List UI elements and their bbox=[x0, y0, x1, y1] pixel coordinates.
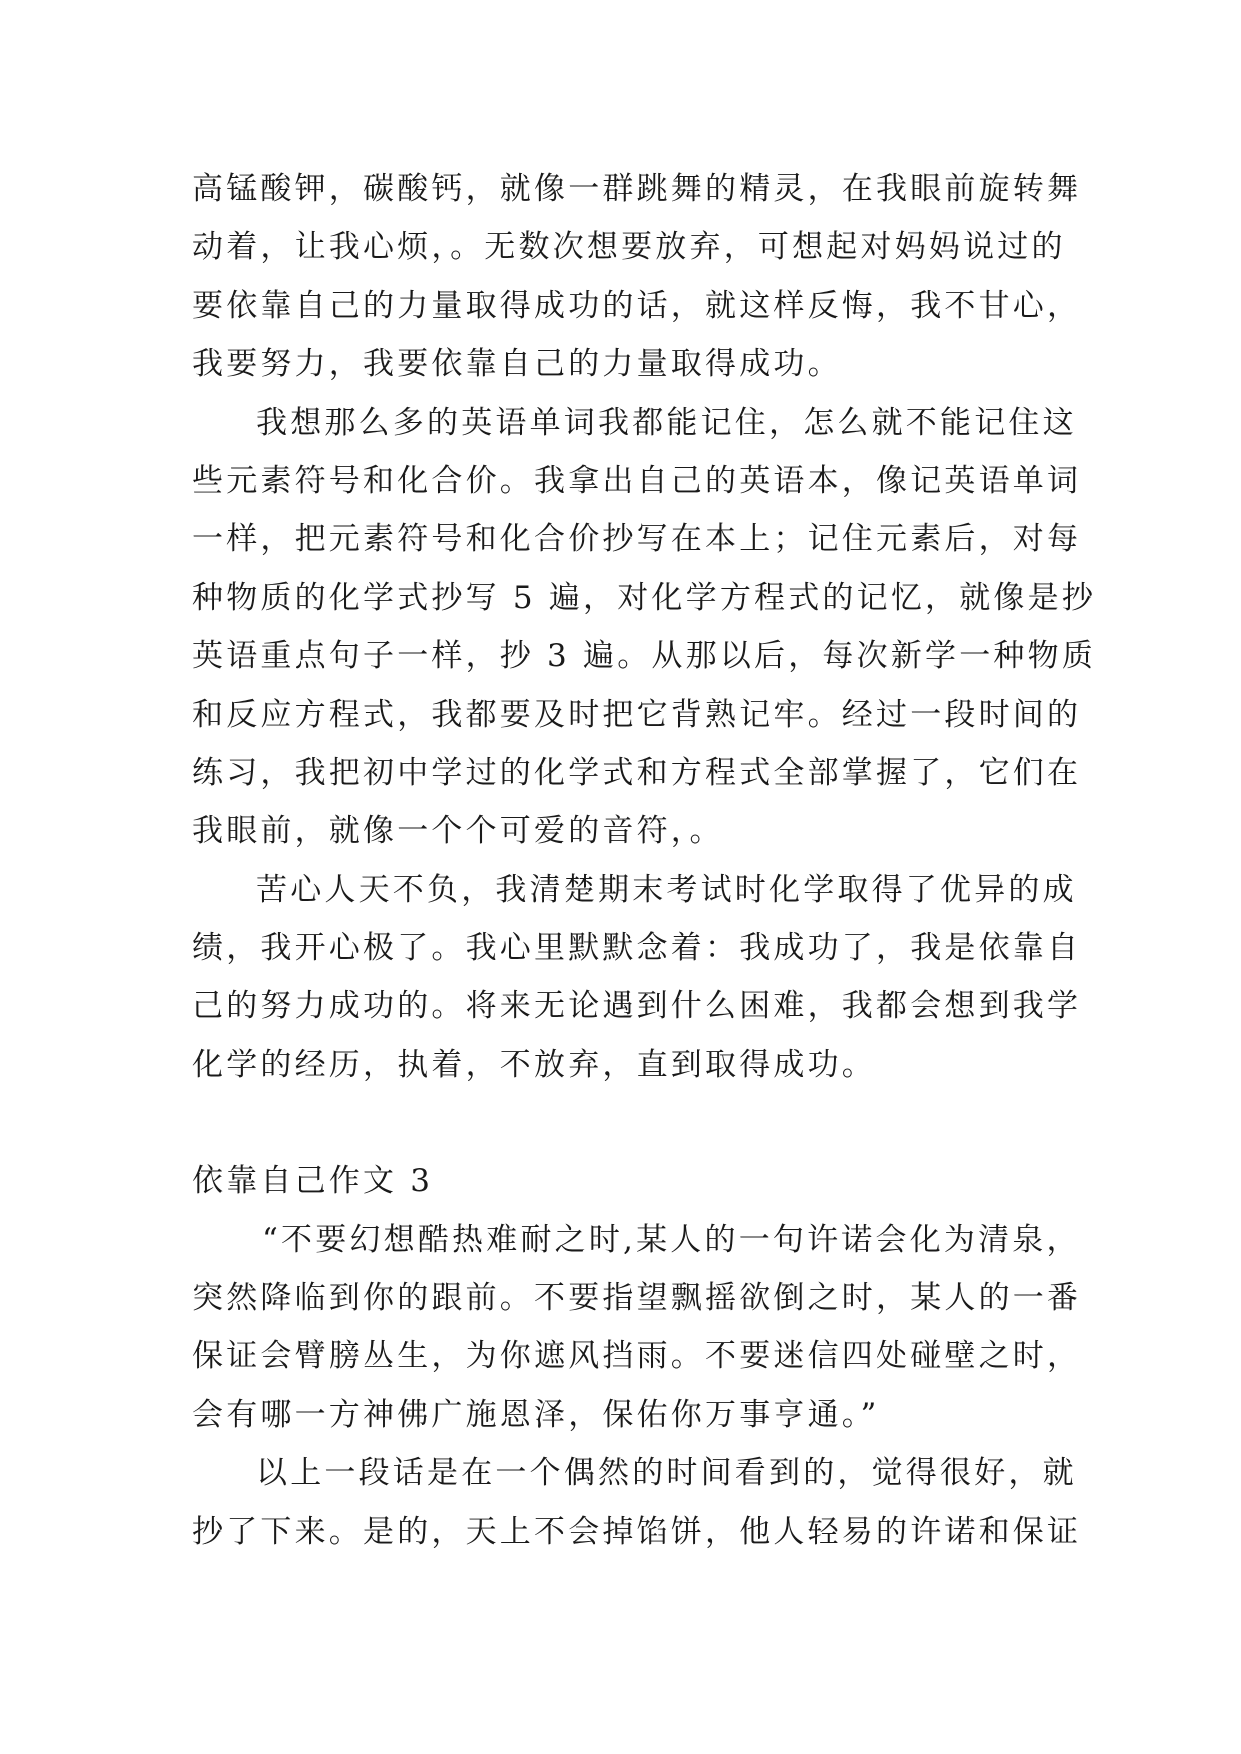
text-line: 会有哪一方神佛广施恩泽，保佑你万事亨通。” bbox=[192, 1396, 880, 1433]
text-line: 抄了下来。是的，天上不会掉馅饼，他人轻易的许诺和保证 bbox=[192, 1513, 1082, 1550]
text-line: 英语重点句子一样，抄 3 遍。从那以后，每次新学一种物质 bbox=[192, 638, 1097, 675]
text-line: 绩，我开心极了。我心里默默念着：我成功了，我是依靠自 bbox=[192, 930, 1082, 967]
section-title: 依靠自己作文 3 bbox=[192, 1163, 434, 1200]
paragraph bbox=[192, 861, 1082, 1095]
text-line: “不要幻想酷热难耐之时,某人的一句许诺会化为清泉， bbox=[262, 1221, 1081, 1258]
paragraph bbox=[192, 1444, 1082, 1561]
text-line: 我要努力，我要依靠自己的力量取得成功。 bbox=[192, 346, 842, 383]
text-line: 高锰酸钾，碳酸钙，就像一群跳舞的精灵，在我眼前旋转舞 bbox=[192, 171, 1082, 207]
text-line: 些元素符号和化合价。我拿出自己的英语本，像记英语单词 bbox=[192, 462, 1082, 499]
text-line: 我眼前，就像一个个可爱的音符，。 bbox=[192, 813, 724, 850]
text-line: 保证会臂膀丛生，为你遮风挡雨。不要迷信四处碰壁之时， bbox=[192, 1338, 1082, 1375]
paragraph bbox=[192, 1211, 1082, 1445]
text-line: 化学的经历，执着，不放弃，直到取得成功。 bbox=[192, 1046, 876, 1083]
text-line: 种物质的化学式抄写 5 遍，对化学方程式的记忆，就像是抄 bbox=[192, 579, 1097, 616]
text-line: 一样，把元素符号和化合价抄写在本上；记住元素后，对每 bbox=[192, 521, 1082, 558]
paragraph bbox=[192, 394, 1097, 861]
text-line: 己的努力成功的。将来无论遇到什么困难，我都会想到我学 bbox=[192, 988, 1082, 1025]
text-line: 和反应方程式，我都要及时把它背熟记牢。经过一段时间的 bbox=[192, 696, 1082, 733]
text-line: 要依靠自己的力量取得成功的话，就这样反悔，我不甘心， bbox=[192, 287, 1082, 324]
paragraph bbox=[192, 160, 1082, 394]
text-line: 以上一段话是在一个偶然的时间看到的，觉得很好，就 bbox=[256, 1455, 1077, 1492]
text-line: 动着，让我心烦，。无数次想要放弃，可想起对妈妈说过的 bbox=[192, 229, 1066, 266]
text-line: 苦心人天不负，我清楚期末考试时化学取得了优异的成 bbox=[256, 871, 1077, 908]
text-line: 我想那么多的英语单词我都能记住，怎么就不能记住这 bbox=[256, 404, 1077, 441]
text-line: 练习，我把初中学过的化学式和方程式全部掌握了，它们在 bbox=[192, 754, 1082, 791]
text-line: 突然降临到你的跟前。不要指望飘摇欲倒之时，某人的一番 bbox=[192, 1280, 1082, 1317]
section-spacer bbox=[192, 1094, 1072, 1152]
document-body bbox=[192, 160, 1097, 1561]
